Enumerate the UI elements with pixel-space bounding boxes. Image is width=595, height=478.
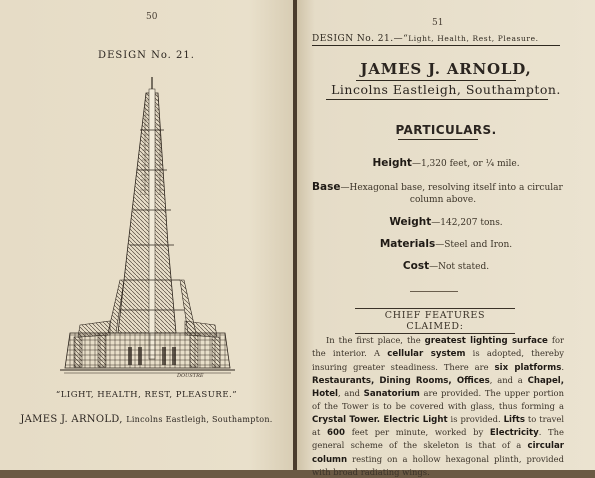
spec-base-label: Base [312, 181, 341, 193]
particulars-heading: PARTICULARS. [395, 123, 497, 137]
spec-weight-value: —142,207 tons. [431, 218, 503, 228]
body-emph-7: Crystal Tower. Electric Light [312, 414, 448, 425]
spec-height [297, 157, 595, 170]
features-paragraph [312, 334, 564, 478]
body-emph-9: 600 [327, 428, 345, 439]
particulars-underline [398, 139, 478, 140]
spec-height-label: Height [372, 157, 412, 169]
illustration-credit [0, 414, 293, 425]
illustration-caption: “LIGHT, HEALTH, REST, PLEASURE.” [55, 390, 238, 400]
body-emph-6: Sanatorium [363, 389, 420, 400]
spec-materials-label: Materials [379, 238, 436, 250]
body-text-11: . The general scheme of the skeleton is that of a [312, 427, 564, 451]
engraver-mark: DOUSTRE [177, 373, 204, 379]
body-emph-11: circular column [312, 441, 564, 465]
body-emph-8: Lifts [503, 414, 525, 425]
spec-materials-value: —Steel and Iron. [435, 240, 513, 250]
header-lead: DESIGN No. 21.—“ [312, 34, 409, 44]
header-rest: Light, Health, Rest, Pleasure. [408, 34, 539, 43]
design-title: DESIGN No. 21. [98, 50, 195, 61]
body-text-8: is provided. [447, 413, 504, 424]
spec-height-value: —1,320 feet, or ¼ mile. [411, 159, 520, 169]
spec-base [312, 181, 574, 206]
body-emph-2: cellular system [387, 349, 466, 360]
spec-weight [297, 216, 595, 229]
spec-cost-value: —Not stated. [429, 262, 490, 272]
body-emph-3: six platforms [494, 362, 562, 373]
chief-features-heading: CHIEF FEATURES CLAIMED: [355, 308, 515, 334]
body-text-10: feet per minute, worked by [345, 427, 490, 438]
body-text-6: , and [337, 388, 364, 399]
tower-illustration [60, 75, 235, 380]
body-text-7: are provided. The upper portion of the Tower is to be covered with glass, thus forming a [312, 388, 564, 412]
body-emph-4: Restaurants, Dining Rooms, Offices [312, 375, 490, 386]
designer-name: JAMES J. ARNOLD, [360, 60, 532, 78]
body-emph-5: Chapel, Hotel [312, 375, 564, 400]
body-text-1: In the first place, the [326, 335, 425, 345]
spec-cost-label: Cost [402, 260, 430, 272]
section-divider [410, 291, 458, 292]
body-text-9: to travel at [312, 413, 564, 438]
right-page-number: 51 [432, 18, 444, 28]
designer-address: Lincolns Eastleigh, Southampton. [331, 82, 561, 97]
running-header [312, 34, 560, 46]
spec-base-value-cont: column above. [409, 195, 477, 205]
spec-weight-label: Weight [389, 216, 432, 228]
left-page-number: 50 [146, 12, 158, 22]
body-emph-10: Electricity [489, 428, 539, 439]
credit-name: JAMES J. ARNOLD, [20, 414, 123, 425]
body-text-3: is adopted, thereby insuring greater steadiness. There are [312, 348, 564, 372]
address-underline [326, 99, 548, 100]
spec-materials [297, 238, 595, 251]
body-emph-1: greatest lighting surface [424, 336, 548, 346]
body-text-2: for the interior. A [312, 335, 565, 359]
body-text-5: , and a [489, 374, 528, 385]
spec-base-value: —Hexagonal base, resolving itself into a circular [340, 183, 563, 193]
credit-place: Lincolns Eastleigh, Southampton. [126, 415, 273, 424]
body-text-12: resting on a hollow hexagonal plinth, provided with broad radiating wings. [312, 453, 564, 477]
body-text-4: . [561, 361, 564, 372]
name-underline [356, 80, 516, 81]
spec-cost [297, 260, 595, 273]
